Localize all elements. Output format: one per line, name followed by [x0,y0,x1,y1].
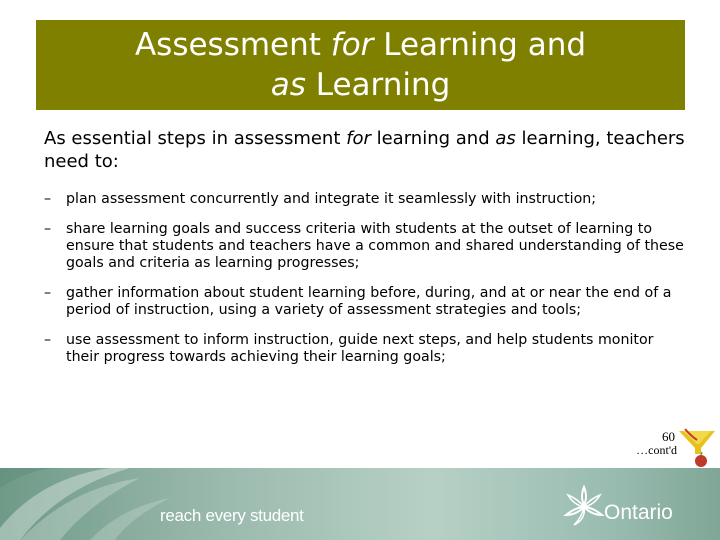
title-line2-italic: as [270,67,306,103]
intro-italic1: for [346,128,371,149]
title-line1-part2: Learning and [373,27,587,63]
intro-part1: As essential steps in assessment [44,128,347,149]
footer-tagline: reach every student [160,506,304,525]
bullet-item [44,221,684,272]
intro-text [44,127,694,173]
ontario-brand: Ontario [604,501,673,524]
bullet-dash: – [44,221,52,237]
bullet-list [44,191,684,379]
trillium-logo-icon [562,485,607,527]
page-number: 60 [662,429,675,444]
continued-label: …cont'd [636,443,677,457]
title-bar [36,20,685,110]
intro-part2: learning and [370,128,496,149]
bullet-dash: – [44,285,52,301]
bullet-item [44,191,684,208]
slide-title [135,25,586,105]
bullet-text: plan assessment concurrently and integrate it seamlessly with instruction; [66,191,597,207]
title-line2-part2: Learning [305,67,451,103]
bullet-dash: – [44,332,52,348]
bullet-text: share learning goals and success criteria with students at the outset of learning to ensure that students and teachers have a common and shared understanding of these goals and criteria as learning progresses; [66,221,684,271]
title-line1-part1: Assessment [134,27,331,63]
footer-banner [0,468,720,540]
bullet-text: gather information about student learning before, during, and at or near the end of a period of instruction, using a variety of assessment strategies and tools; [66,285,672,318]
funnel-apple-icon [677,428,717,470]
bullet-item [44,285,684,319]
intro-italic2: as [495,128,516,149]
bullet-dash: – [44,191,52,207]
bullet-item [44,332,684,366]
bullet-text: use assessment to inform instruction, guide next steps, and help students monitor their progress towards achieving their learning goals; [66,332,654,365]
intro-part3: learning, teachers need to: [44,128,685,172]
title-line1-italic: for [330,27,374,63]
